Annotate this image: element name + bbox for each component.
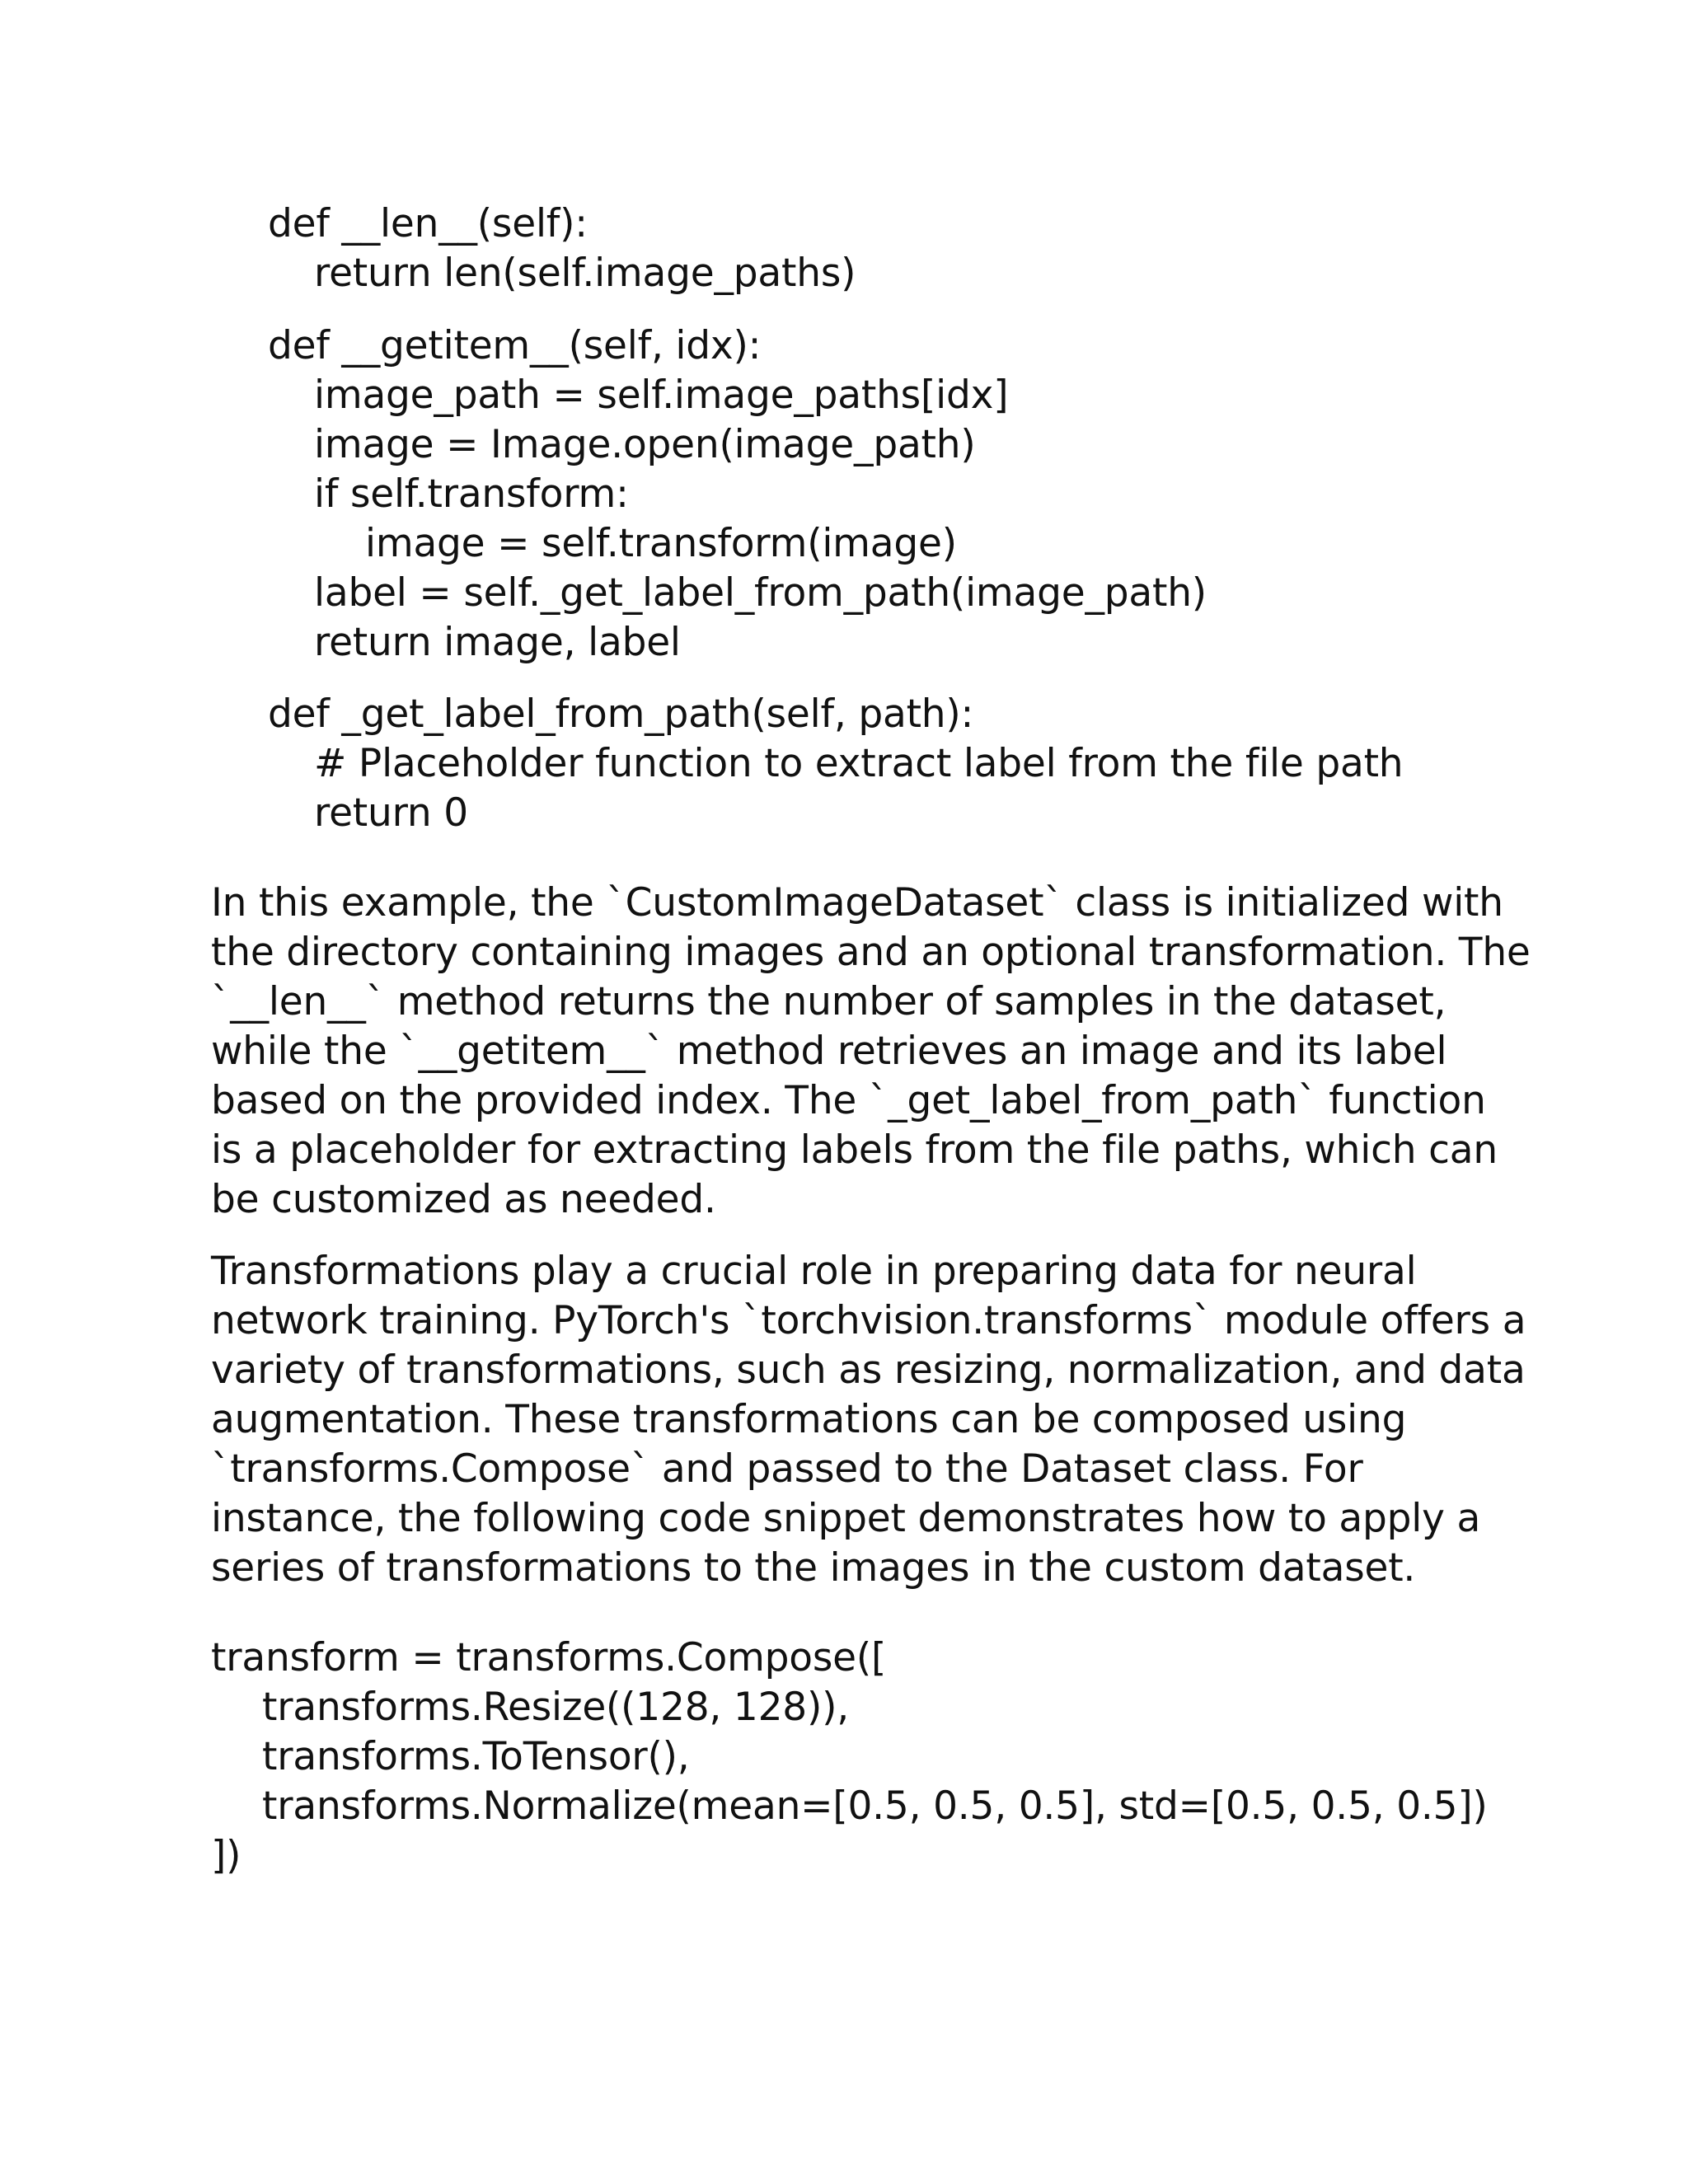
paragraph-line: variety of transformations, such as resizing, normalization, and data	[211, 1347, 1526, 1393]
code-line: return image, label	[314, 620, 681, 665]
paragraph-line: In this example, the `CustomImageDataset` class is initialized with	[211, 880, 1503, 926]
code-line: image_path = self.image_paths[idx]	[314, 373, 1009, 418]
code-line: def __len__(self):	[268, 201, 588, 246]
code-line: def _get_label_from_path(self, path):	[268, 691, 974, 737]
paragraph-line: series of transformations to the images in the custom dataset.	[211, 1545, 1416, 1591]
code-line: def __getitem__(self, idx):	[268, 323, 762, 368]
paragraph-dataset-explanation	[211, 879, 1531, 1225]
paragraph-transformations	[211, 1247, 1526, 1593]
paragraph-line: based on the provided index. The `_get_label_from_path` function	[211, 1078, 1486, 1123]
paragraph-line: Transformations play a crucial role in preparing data for neural	[211, 1249, 1417, 1294]
code-line: # Placeholder function to extract label from the file path	[314, 741, 1404, 786]
paragraph-line: while the `__getitem__` method retrieves an image and its label	[211, 1029, 1447, 1074]
code-line: return 0	[314, 790, 468, 836]
paragraph-line: instance, the following code snippet demonstrates how to apply a	[211, 1496, 1481, 1541]
code-line: label = self._get_label_from_path(image_path)	[314, 570, 1207, 616]
paragraph-line: `transforms.Compose` and passed to the Dataset class. For	[211, 1446, 1363, 1492]
code-line: return len(self.image_paths)	[314, 251, 856, 296]
code-line: transforms.Normalize(mean=[0.5, 0.5, 0.5], std=[0.5, 0.5, 0.5])	[262, 1783, 1488, 1829]
paragraph-line: is a placeholder for extracting labels from the file paths, which can	[211, 1127, 1498, 1173]
code-line: transform = transforms.Compose([	[211, 1635, 887, 1680]
paragraph-line: augmentation. These transformations can be composed using	[211, 1397, 1407, 1442]
code-line: image = Image.open(image_path)	[314, 422, 976, 467]
code-line: transforms.Resize((128, 128)),	[262, 1685, 850, 1730]
paragraph-line: be customized as needed.	[211, 1177, 716, 1222]
paragraph-line: network training. PyTorch's `torchvision.transforms` module offers a	[211, 1298, 1526, 1343]
code-line: ])	[211, 1833, 241, 1878]
paragraph-line: `__len__` method returns the number of samples in the dataset,	[211, 979, 1447, 1024]
paragraph-line: the directory containing images and an optional transformation. The	[211, 930, 1531, 975]
code-line: if self.transform:	[314, 471, 629, 517]
code-line: transforms.ToTensor(),	[262, 1734, 690, 1779]
code-line: image = self.transform(image)	[365, 521, 957, 566]
